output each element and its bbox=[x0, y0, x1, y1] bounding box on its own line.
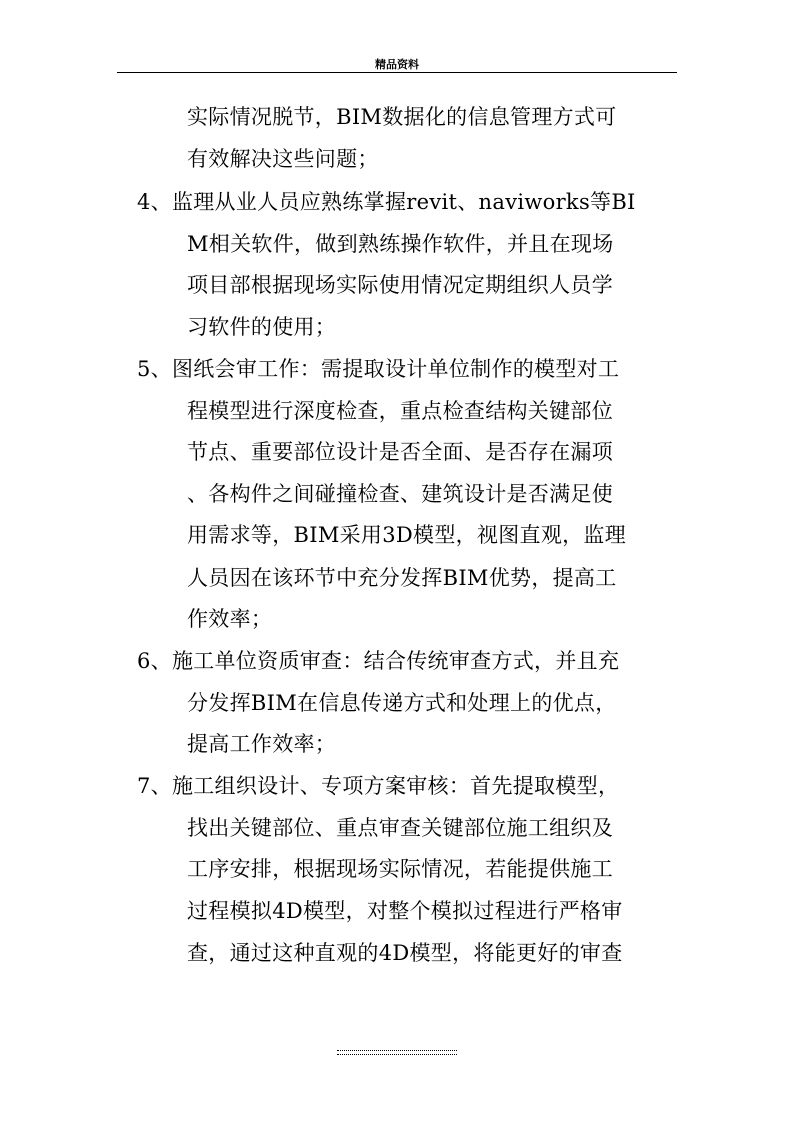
body-line: 节点、重要部位设计是否全面、是否存在漏项 bbox=[187, 440, 613, 464]
body-line: 项目部根据现场实际使用情况定期组织人员学 bbox=[187, 273, 613, 297]
page-header-title: 精品资料 bbox=[375, 58, 419, 71]
list-item-6: 6、施工单位资质审查：结合传统审查方式，并且充 bbox=[137, 649, 620, 673]
body-line: 用需求等，BIM采用3D模型，视图直观，监理 bbox=[187, 523, 627, 547]
list-item-7: 7、施工组织设计、专项方案审核：首先提取模型， bbox=[137, 774, 620, 798]
footer-dotted-rule bbox=[337, 1050, 457, 1055]
body-line: 有效解决这些问题； bbox=[187, 147, 379, 171]
body-line: 习软件的使用； bbox=[187, 315, 337, 339]
body-line: 查，通过这种直观的4D模型，将能更好的审查 bbox=[187, 941, 623, 965]
body-line: 过程模拟4D模型，对整个模拟过程进行严格审 bbox=[187, 899, 623, 923]
body-line: 提高工作效率； bbox=[187, 732, 337, 756]
body-line: 工序安排，根据现场实际情况，若能提供施工 bbox=[187, 857, 613, 881]
list-item-5: 5、图纸会审工作：需提取设计单位制作的模型对工 bbox=[137, 357, 620, 381]
body-line: 分发挥BIM在信息传递方式和处理上的优点， bbox=[187, 691, 617, 715]
body-line: 实际情况脱节，BIM数据化的信息管理方式可 bbox=[187, 105, 617, 129]
body-line: 找出关键部位、重点审查关键部位施工组织及 bbox=[187, 816, 613, 840]
body-line: 程模型进行深度检查，重点检查结构关键部位 bbox=[187, 399, 613, 423]
body-line: 作效率； bbox=[187, 607, 273, 631]
body-line: 人员因在该环节中充分发挥BIM优势，提高工 bbox=[187, 566, 617, 590]
header-divider bbox=[117, 72, 677, 73]
body-line: M相关软件，做到熟练操作软件，并且在现场 bbox=[187, 232, 614, 256]
body-line: 、各构件之间碰撞检查、建筑设计是否满足使 bbox=[187, 482, 613, 506]
list-item-4: 4、监理从业人员应熟练掌握revit、naviworks等BI bbox=[137, 190, 636, 214]
